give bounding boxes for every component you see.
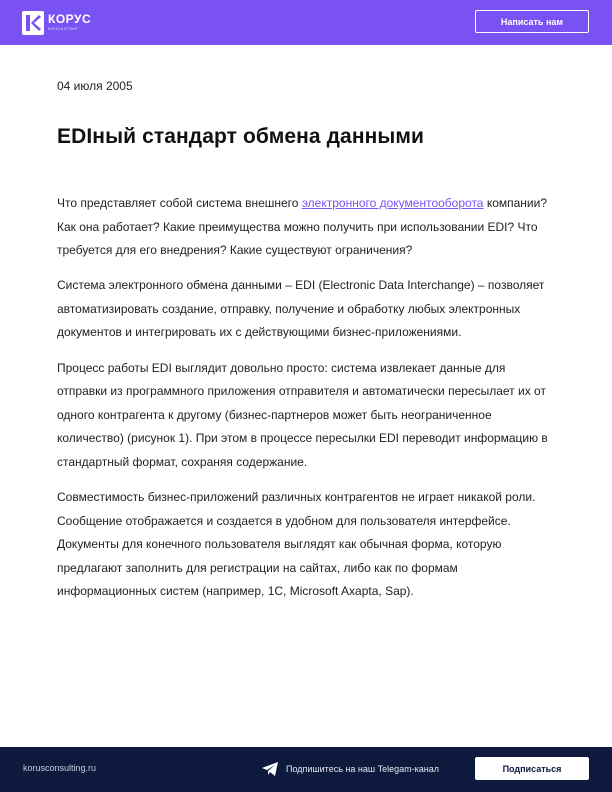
article-date: 04 июля 2005 [57,79,133,93]
logo-name: КОРУС [48,12,92,26]
article-paragraph: Система электронного обмена данными – EDI (Electronic Data Interchange) – позволяет автоматизировать создание, отправку, получение и обработку любых электронных документов и интегрировать их с действующими бизнес-приложениями. [57,278,545,340]
site-link[interactable]: korusconsulting.ru [23,763,97,773]
telegram-subscribe-text[interactable]: Подпишитесь на наш Telegam-канал [286,764,439,774]
article-paragraph [57,192,557,263]
article-paragraph: Процесс работы EDI выглядит довольно просто: система извлекает данные для отправки из программного приложения отправителя и автоматически пересылает их от одного контрагента к другому (бизнес-партнеров может быть неограниченное количество) (рисунок 1). При этом в процессе пересылки EDI переводит информацию в стандартный формат, сохраняя содержание. [57,360,548,469]
article-paragraph: Совместимость бизнес-приложений различных контрагентов не играет никакой роли. Сообщение отображается и создается в удобном для пользователя интерфейсе. Документы для конечного пользователя выглядят как обычная форма, которую предлагают заполнить для регистрации на сайтах, либо как по формам информационных систем (например, 1С, Microsoft Axapta, Sap). [57,490,536,599]
site-header [0,0,612,45]
logo-subtitle: КОНСАЛТИНГ [48,26,79,31]
write-us-button[interactable]: Написать нам [475,10,589,33]
korus-logo[interactable] [22,11,102,35]
telegram-icon [262,762,278,776]
article-body [57,192,557,616]
article-title: EDIный стандарт обмена данными [57,125,425,148]
edo-link[interactable]: электронного документооборота [301,196,484,210]
korus-logo-icon [22,11,44,35]
paragraph-text: Что представляет собой система внешнего [57,196,302,210]
subscribe-button[interactable]: Подписаться [475,757,589,780]
paragraph-text: компании? Как она работает? Какие преимущества можно получить при использовании EDI? Что требуется для его внедрения? Какие существуют ограничения? [57,196,548,258]
site-footer [0,747,612,792]
